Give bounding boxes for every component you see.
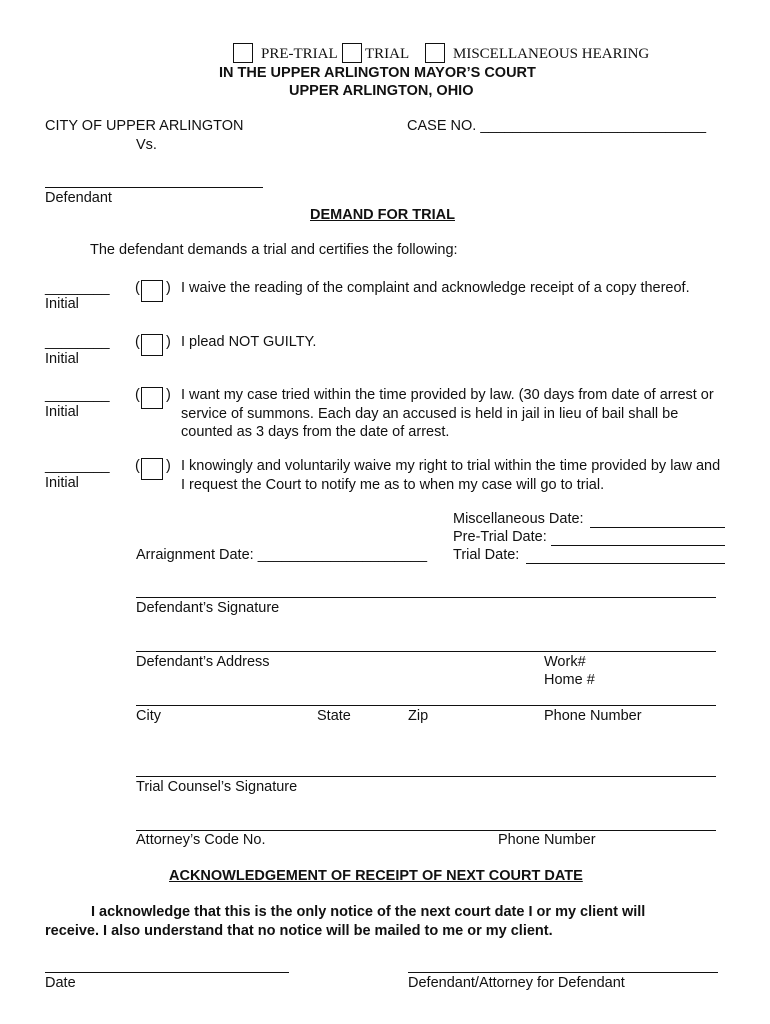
item-checkbox-4[interactable] [141, 458, 163, 480]
acknowledgement-text: I acknowledge that this is the only notice of the next court date I or my client will receive. I also understand that no notice will be mailed to me or my client. [45, 904, 646, 939]
arraignment-date-field[interactable]: Arraignment Date: _____________________ [136, 547, 428, 563]
date-label: Date [45, 975, 76, 991]
trial-checkbox[interactable] [342, 43, 362, 63]
initial-label-2: Initial [45, 351, 79, 367]
item-checkbox-1[interactable] [141, 280, 163, 302]
counsel-signature-label: Trial Counsel’s Signature [136, 779, 298, 795]
paren-open-4: ( [135, 458, 140, 474]
defendant-address-label: Defendant’s Address [136, 654, 270, 670]
misc-date-label: Miscellaneous Date: [453, 511, 584, 527]
initial-label-4: Initial [45, 475, 79, 491]
attorney-phone-label: Phone Number [498, 832, 596, 848]
item-text-3: I want my case tried within the time provided by law. (30 days from date of arrest or service of summons. Each day an accused is held in jail in lieu of bail shall be counted as 3 days from the date of arrest. [181, 387, 714, 440]
case-no-field[interactable]: CASE NO. ____________________________ [407, 118, 707, 134]
court-name: IN THE UPPER ARLINGTON MAYOR’S COURT [219, 65, 536, 81]
misc-date-line[interactable] [590, 527, 725, 528]
trial-option-label: TRIAL [365, 46, 410, 62]
defendant-signature-label: Defendant’s Signature [136, 600, 280, 616]
pretrial-checkbox[interactable] [233, 43, 253, 63]
acknowledgement-title: ACKNOWLEDGEMENT OF RECEIPT OF NEXT COURT DATE [169, 868, 583, 884]
plaintiff-name: CITY OF UPPER ARLINGTON [45, 118, 244, 134]
state-label: State [317, 708, 351, 724]
defendant-signature-line[interactable] [136, 597, 716, 598]
pretrial-date-line[interactable] [551, 545, 725, 546]
misc-hearing-option-label: MISCELLANEOUS HEARING [453, 46, 650, 62]
initial-blank-4[interactable]: ________ [45, 458, 110, 474]
defendant-address-line[interactable] [136, 651, 716, 652]
misc-hearing-checkbox[interactable] [425, 43, 445, 63]
signer-label: Defendant/Attorney for Defendant [408, 975, 625, 991]
paren-open-2: ( [135, 334, 140, 350]
document-title: DEMAND FOR TRIAL [310, 207, 455, 223]
item-text-4: I knowingly and voluntarily waive my right to trial within the time provided by law and I request the Court to notify me as to when my case will go to trial. [181, 458, 721, 493]
initial-label-3: Initial [45, 404, 79, 420]
paren-open-3: ( [135, 387, 140, 403]
attorney-code-line[interactable] [136, 830, 716, 831]
trial-date-label: Trial Date: [453, 547, 520, 563]
counsel-signature-line[interactable] [136, 776, 716, 777]
attorney-code-label: Attorney’s Code No. [136, 832, 266, 848]
work-phone-label: Work# [544, 654, 586, 670]
city-label: City [136, 708, 161, 724]
defendant-name-line[interactable] [45, 187, 263, 188]
paren-open-1: ( [135, 280, 140, 296]
court-location: UPPER ARLINGTON, OHIO [289, 83, 474, 99]
intro-text: The defendant demands a trial and certifies the following: [90, 242, 458, 258]
signer-signature-line[interactable] [408, 972, 718, 973]
city-state-zip-line[interactable] [136, 705, 716, 706]
paren-close-1: ) [166, 280, 171, 296]
defendant-label: Defendant [45, 190, 112, 206]
trial-date-line[interactable] [526, 563, 725, 564]
pretrial-date-label: Pre-Trial Date: [453, 529, 547, 545]
pretrial-option-label: PRE-TRIAL [261, 46, 338, 62]
zip-label: Zip [408, 708, 429, 724]
item-checkbox-2[interactable] [141, 334, 163, 356]
initial-blank-3[interactable]: ________ [45, 387, 110, 403]
initial-blank-2[interactable]: ________ [45, 334, 110, 350]
paren-close-2: ) [166, 334, 171, 350]
item-checkbox-3[interactable] [141, 387, 163, 409]
versus-label: Vs. [136, 137, 157, 153]
paren-close-4: ) [166, 458, 171, 474]
date-signature-line[interactable] [45, 972, 289, 973]
item-text-2: I plead NOT GUILTY. [181, 334, 317, 350]
home-phone-label: Home # [544, 672, 595, 688]
phone-number-label: Phone Number [544, 708, 642, 724]
paren-close-3: ) [166, 387, 171, 403]
initial-blank-1[interactable]: ________ [45, 280, 110, 296]
item-text-1: I waive the reading of the complaint and acknowledge receipt of a copy thereof. [181, 280, 690, 296]
initial-label-1: Initial [45, 296, 79, 312]
